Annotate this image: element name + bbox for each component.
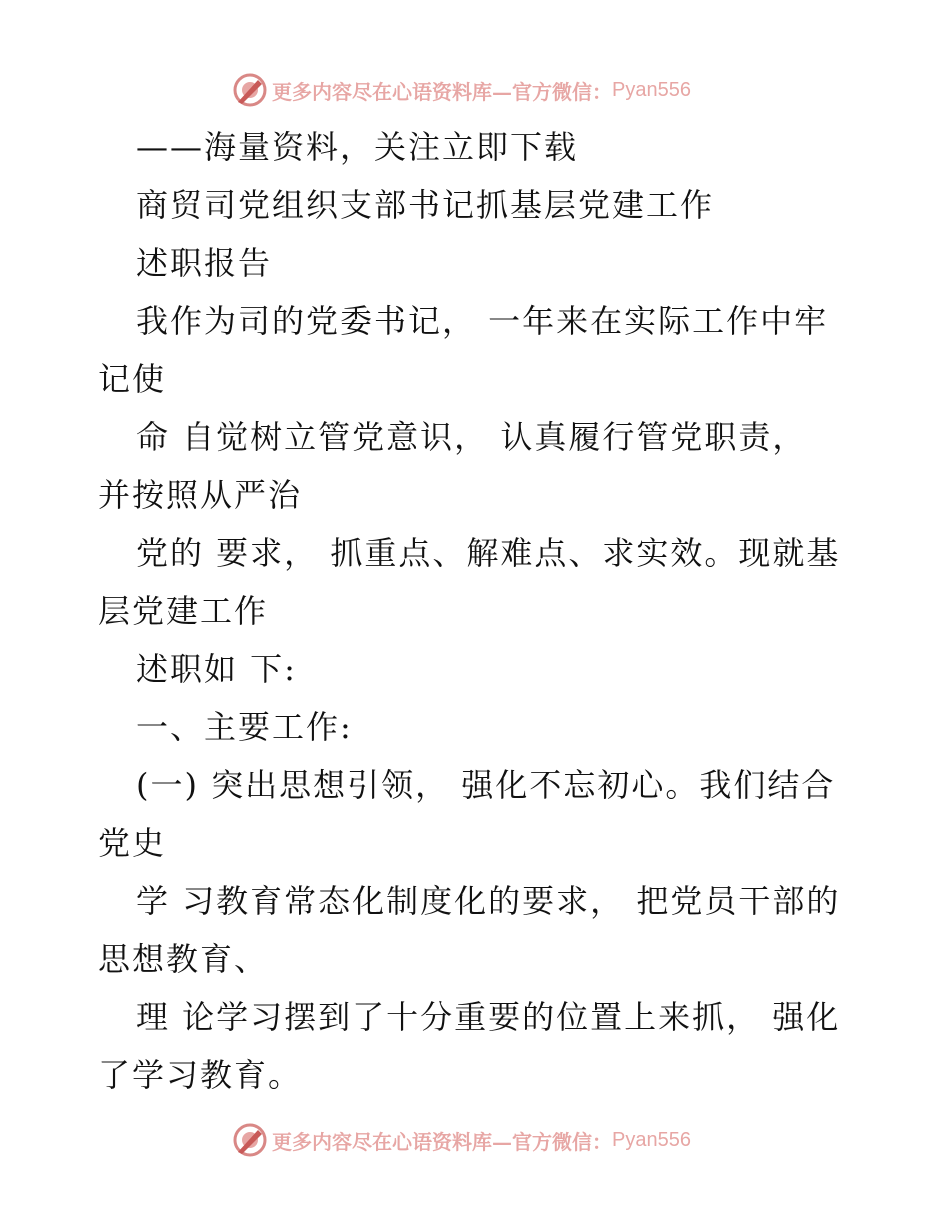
watermark-id: Pyan556 xyxy=(612,1128,691,1151)
text-line: 了学习教育。 xyxy=(98,1056,303,1094)
text-line: 党的 要求， 抓重点、解难点、求实效。现就基 xyxy=(136,534,841,572)
header-watermark xyxy=(232,70,691,110)
text-line: ——海量资料，关注立即下载 xyxy=(136,128,579,166)
logo-icon xyxy=(232,1122,268,1158)
watermark-text: 更多内容尽在心语资料库—官方微信： xyxy=(272,79,612,104)
logo-icon xyxy=(232,72,268,108)
text-line: 层党建工作 xyxy=(98,592,269,630)
text-line: 记使 xyxy=(98,360,167,398)
text-line: 党史 xyxy=(98,824,167,862)
text-line: 我作为司的党委书记， 一年来在实际工作中牢 xyxy=(136,302,829,340)
text-line: 并按照从严治 xyxy=(98,476,303,514)
footer-watermark xyxy=(232,1120,691,1160)
text-line: 学 习教育常态化制度化的要求， 把党员干部的 xyxy=(136,882,841,920)
text-line: (一) 突出思想引领， 强化不忘初心。我们结合 xyxy=(136,766,836,804)
text-line: 思想教育、 xyxy=(98,940,269,978)
document-title: 商贸司党组织支部书记抓基层党建工作 xyxy=(136,186,715,224)
text-line: 理 论学习摆到了十分重要的位置上来抓， 强化 xyxy=(136,998,841,1036)
document-body xyxy=(98,118,853,1104)
text-line: 述职如 下: xyxy=(136,650,297,688)
text-line: 命 自觉树立管党意识， 认真履行管党职责， xyxy=(136,418,807,456)
section-heading: 一、主要工作: xyxy=(136,708,353,746)
watermark-id: Pyan556 xyxy=(612,78,691,101)
document-subtitle: 述职报告 xyxy=(136,244,273,282)
watermark-text: 更多内容尽在心语资料库—官方微信： xyxy=(272,1129,612,1154)
